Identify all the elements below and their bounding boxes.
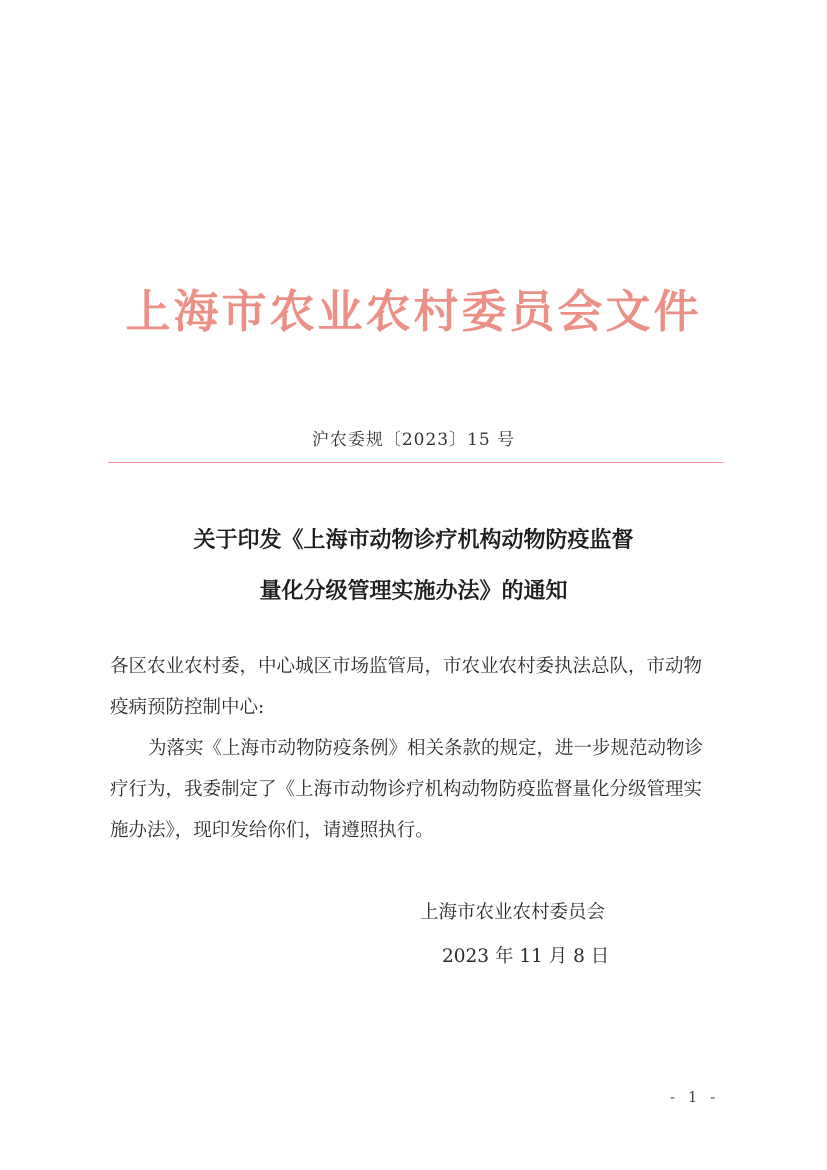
issuer-name: 上海市农业农村委员会 — [420, 902, 606, 923]
body-paragraph: 为落实《上海市动物防疫条例》相关条款的规定，进一步规范动物诊疗行为，我委制定了《上海市动物诊疗机构动物防疫监督量化分级管理实施办法》，现印发给你们，请遵照执行。 — [110, 738, 704, 841]
document-number: 沪农委规〔2023〕15 号 — [311, 430, 516, 450]
issue-date: 2023 年 11 月 8 日 — [442, 946, 610, 967]
addressee-paragraph: 各区农业农村委，中心城区市场监管局，市农业农村委执法总队，市动物疫病预防控制中心: — [110, 656, 703, 718]
red-divider — [108, 462, 723, 463]
signature-block — [420, 891, 609, 979]
page-number: - 1 - — [670, 1088, 720, 1106]
notice-title-line-1: 关于印发《上海市动物诊疗机构动物防疫监督 — [193, 527, 634, 553]
notice-body — [110, 646, 720, 851]
masthead-title: 上海市农业农村委员会文件 — [125, 285, 702, 338]
notice-title — [0, 515, 827, 617]
notice-title-line-2: 量化分级管理实施办法》的通知 — [259, 578, 568, 604]
